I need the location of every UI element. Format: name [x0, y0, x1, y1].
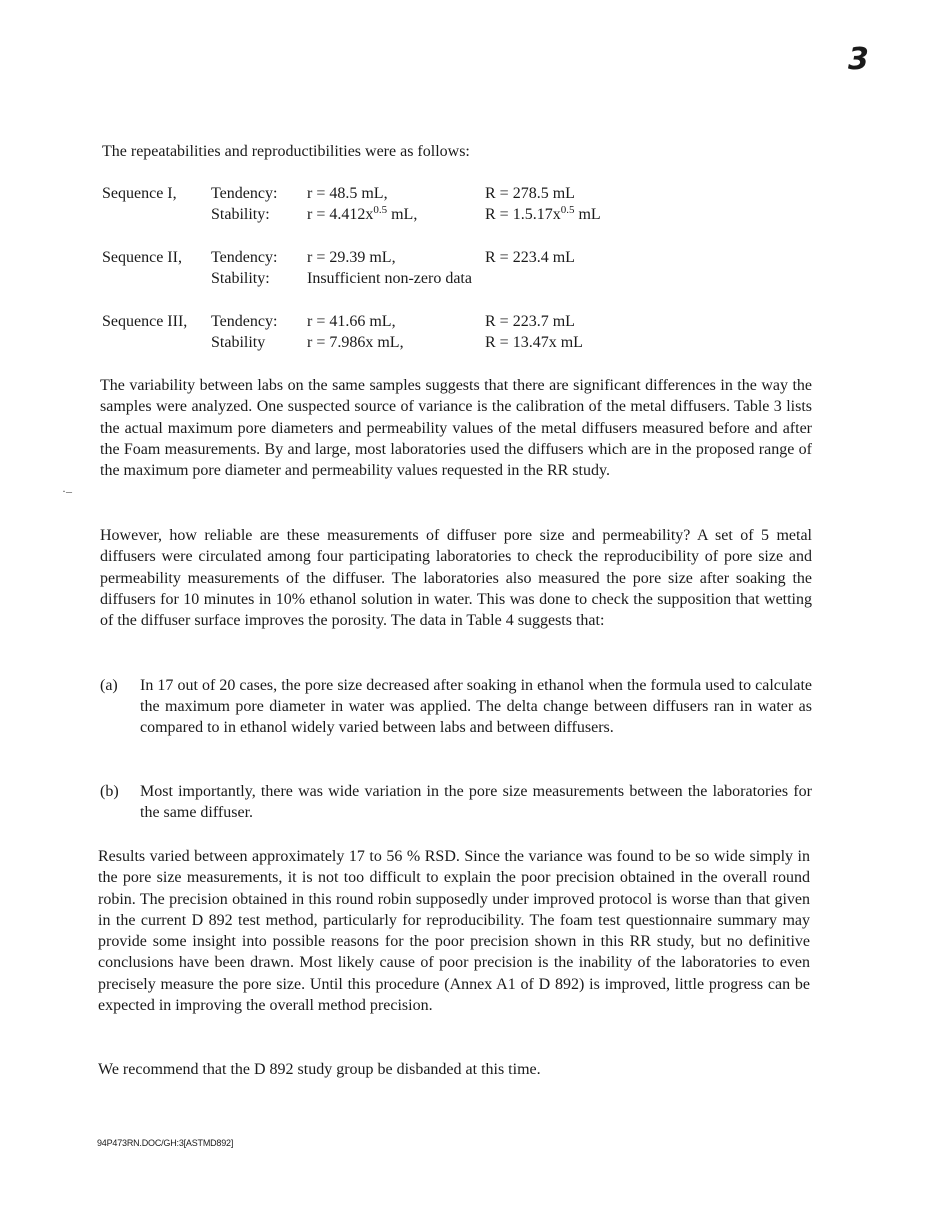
row-label: Tendency: — [211, 249, 278, 266]
reproducibility-value: R = 278.5 mL — [485, 185, 575, 202]
reproducibility-value: R = 13.47x mL — [485, 334, 583, 351]
repeatability-value: r = 7.986x mL, — [307, 334, 404, 351]
results-paragraph: Results varied between approximately 17 to 56 % RSD. Since the variance was found to be so wide simply in the pore size measurements, it is not too difficult to explain the poor precision obtained in the overall round robin. The precision obtained in this round robin supposedly under improved protocol is worse than that given in the current D 892 test method, particularly for reproducibility. The foam test questionnaire summary may provide some insight into possible reasons for the poor precision shown in this RR study, but no definitive conclusions have been drawn. Most likely cause of poor precision is the inability of the laboratories to even precisely measure the pore size. Until this procedure (Annex A1 of D 892) is improved, little progress can be expected in improving the overall method precision. — [98, 848, 810, 1015]
reliability-paragraph: However, how reliable are these measurements of diffuser pore size and permeability? A set of 5 metal diffusers were circulated among four participating laboratories to check the reproducibility of pore size and permeability measurements of the diffuser. The laboratories also measured the pore size after soaking the diffusers for 10 minutes in 10% ethanol solution in water. This was done to check the supposition that wetting of the diffuser surface improves the porosity. The data in Table 4 suggests that: — [100, 527, 812, 630]
row-label: Stability: — [211, 206, 270, 223]
repeatability-value: r = 41.66 mL, — [307, 313, 396, 330]
repeatability-value: r = 29.39 mL, — [307, 249, 396, 266]
repeatability-value: Insufficient non-zero data — [307, 270, 472, 287]
intro-text: The repeatabilities and reproductibilities were as follows: — [102, 143, 470, 160]
list-item-text: Most importantly, there was wide variation in the pore size measurements between the laboratories for the same diffuser. — [140, 783, 812, 821]
sequence-block — [102, 183, 662, 225]
row-label: Tendency: — [211, 313, 278, 330]
variability-paragraph: The variability between labs on the same samples suggests that there are significant differences in the way the samples were analyzed. One suspected source of variance is the calibration of the metal diffusers. Table 3 lists the actual maximum pore diameters and permeability values of the metal diffusers measured before and after the Foam measurements. By and large, most laboratories used the diffusers which are in the proposed range of the maximum pore diameter and permeability values requested in the RR study. — [100, 377, 812, 480]
row-label: Stability — [211, 334, 266, 351]
row-label: Stability: — [211, 270, 270, 287]
repeatability-value: $r = 4.412x^{0.5}$ mL, — [307, 204, 418, 223]
page-number: 3 — [848, 42, 869, 77]
recommendation-paragraph: We recommend that the D 892 study group be disbanded at this time. — [98, 1061, 541, 1078]
list-item-label: (b) — [100, 783, 119, 800]
sequence-block — [102, 311, 662, 353]
reproducibility-value: R = 223.7 mL — [485, 313, 575, 330]
sequence-name: Sequence II, — [102, 249, 182, 266]
document-code: 94P473RN.DOC/GH:3[ASTMD892] — [97, 1138, 234, 1148]
row-label: Tendency: — [211, 185, 278, 202]
sequence-name: Sequence III, — [102, 313, 188, 330]
reproducibility-value: $R = 1.5.17x^{0.5}$ mL — [485, 204, 601, 223]
list-item-label: (a) — [100, 677, 118, 694]
reproducibility-value: R = 223.4 mL — [485, 249, 575, 266]
sequence-name: Sequence I, — [102, 185, 177, 202]
list-item-text: In 17 out of 20 cases, the pore size decreased after soaking in ethanol when the formula used to calculate the maximum pore diameter in water was applied. The delta change between diffusers ran in water as compared to in ethanol widely varied between labs and between diffusers. — [140, 677, 812, 736]
sequence-block — [102, 247, 662, 289]
margin-mark: ·– — [62, 484, 72, 498]
repeatability-value: r = 48.5 mL, — [307, 185, 388, 202]
